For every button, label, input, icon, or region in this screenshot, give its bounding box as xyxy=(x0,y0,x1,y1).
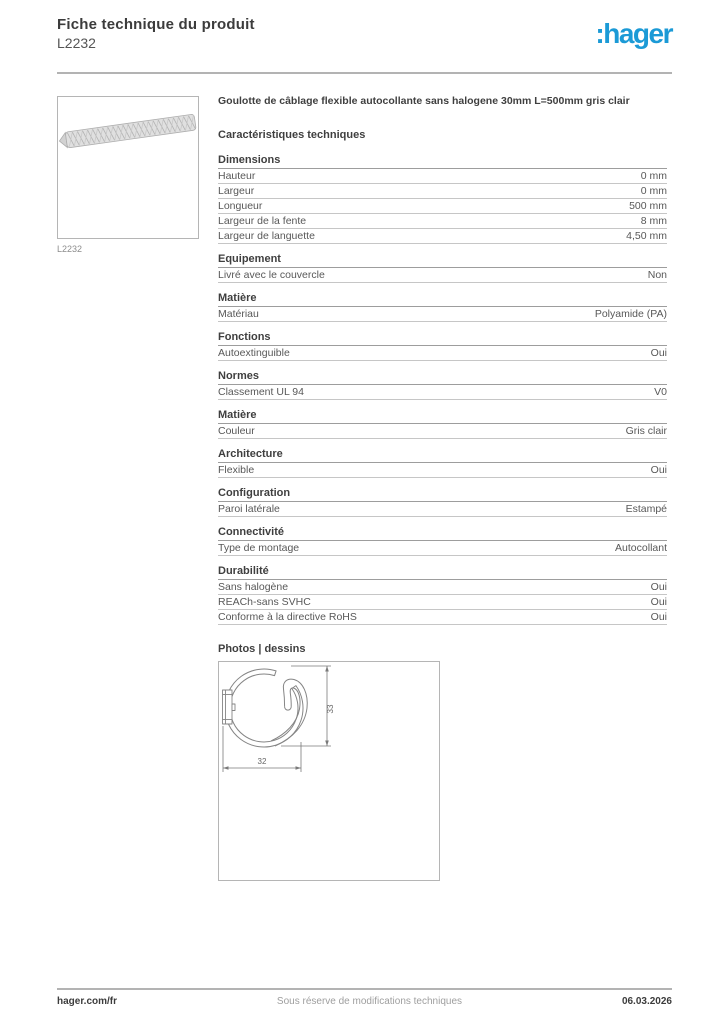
spec-sections xyxy=(218,154,667,625)
spec-value: Oui xyxy=(650,347,667,359)
spec-value: 0 mm xyxy=(640,170,667,182)
height-dimension-label: 33 xyxy=(326,704,335,714)
spec-section xyxy=(218,253,667,283)
spec-section-title: Fonctions xyxy=(218,331,667,346)
spec-row xyxy=(218,268,667,283)
spec-row xyxy=(218,307,667,322)
spec-row xyxy=(218,199,667,214)
product-image-box xyxy=(57,96,199,239)
spec-value: Estampé xyxy=(625,503,667,515)
spec-section-title: Equipement xyxy=(218,253,667,268)
spec-section xyxy=(218,409,667,439)
spec-value: Oui xyxy=(650,611,667,623)
product-reference: L2232 xyxy=(57,35,96,51)
spec-value: Oui xyxy=(650,464,667,476)
spec-value: Autocollant xyxy=(615,542,667,554)
characteristics-heading: Caractéristiques techniques xyxy=(218,129,366,141)
flexible-trunking-photo xyxy=(58,114,196,149)
adhesive-base xyxy=(223,690,236,724)
spec-label: Couleur xyxy=(218,425,255,437)
spec-label: Matériau xyxy=(218,308,259,320)
hager-logo: :hager xyxy=(595,18,672,49)
spec-section-title: Connectivité xyxy=(218,526,667,541)
spec-row xyxy=(218,346,667,361)
spec-label: REACh-sans SVHC xyxy=(218,596,311,608)
spec-section-title: Matière xyxy=(218,292,667,307)
header xyxy=(57,16,672,51)
spec-section-title: Dimensions xyxy=(218,154,667,169)
footer-disclaimer: Sous réserve de modifications techniques xyxy=(276,996,463,1007)
spec-label: Longueur xyxy=(218,200,263,212)
spec-row xyxy=(218,424,667,439)
spec-row xyxy=(218,610,667,625)
spec-section-title: Durabilité xyxy=(218,565,667,580)
spec-section-title: Configuration xyxy=(218,487,667,502)
spec-row xyxy=(218,214,667,229)
spec-value: 4,50 mm xyxy=(626,230,667,242)
spec-section xyxy=(218,526,667,556)
spec-label: Largeur xyxy=(218,185,255,197)
footer-website-link[interactable]: hager.com/fr xyxy=(57,996,118,1007)
spec-label: Paroi latérale xyxy=(218,503,280,515)
spec-section xyxy=(218,448,667,478)
product-image-caption: L2232 xyxy=(57,244,83,254)
cross-section-drawing xyxy=(219,662,439,880)
trunking-lip-tip xyxy=(285,707,292,710)
spec-label: Autoextinguible xyxy=(218,347,290,359)
footer xyxy=(57,996,672,1007)
spec-section xyxy=(218,331,667,361)
spec-row xyxy=(218,541,667,556)
spec-section xyxy=(218,292,667,322)
spec-value: V0 xyxy=(654,386,667,398)
product-photo xyxy=(58,97,198,238)
spec-row xyxy=(218,169,667,184)
spec-section xyxy=(218,370,667,400)
spec-row xyxy=(218,229,667,244)
spec-section xyxy=(218,565,667,625)
spec-row xyxy=(218,580,667,595)
spec-section xyxy=(218,154,667,244)
spec-row xyxy=(218,385,667,400)
spec-label: Classement UL 94 xyxy=(218,386,304,398)
spec-row xyxy=(218,595,667,610)
spec-label: Hauteur xyxy=(218,170,256,182)
spec-value: Gris clair xyxy=(625,425,667,437)
spec-value: Oui xyxy=(650,581,667,593)
spec-label: Flexible xyxy=(218,464,255,476)
spec-row xyxy=(218,502,667,517)
spec-value: Non xyxy=(647,269,667,281)
photos-heading: Photos | dessins xyxy=(218,643,306,655)
spec-label: Largeur de la fente xyxy=(218,215,307,227)
spec-label: Livré avec le couvercle xyxy=(218,269,325,281)
spec-value: Polyamide (PA) xyxy=(594,308,667,320)
spec-value: 500 mm xyxy=(629,200,667,212)
footer-date: 06.03.2026 xyxy=(621,996,672,1007)
spec-section-title: Matière xyxy=(218,409,667,424)
spec-section-title: Architecture xyxy=(218,448,667,463)
spec-row xyxy=(218,184,667,199)
spec-value: 8 mm xyxy=(640,215,667,227)
page-title: Fiche technique du produit xyxy=(57,16,255,33)
main-content xyxy=(218,95,667,881)
spec-value: 0 mm xyxy=(640,185,667,197)
spec-label: Conforme à la directive RoHS xyxy=(218,611,357,623)
spec-label: Sans halogène xyxy=(218,581,289,593)
spec-section xyxy=(218,487,667,517)
footer-divider xyxy=(57,988,672,990)
header-divider xyxy=(57,72,672,74)
width-dimension-label: 32 xyxy=(257,757,267,766)
product-description: Goulotte de câblage flexible autocollante sans halogene 30mm L=500mm gris clair xyxy=(218,95,630,107)
spec-label: Type de montage xyxy=(218,542,300,554)
technical-drawing-box xyxy=(218,661,440,881)
spec-label: Largeur de languette xyxy=(218,230,315,242)
spec-row xyxy=(218,463,667,478)
spec-section-title: Normes xyxy=(218,370,667,385)
spec-value: Oui xyxy=(650,596,667,608)
